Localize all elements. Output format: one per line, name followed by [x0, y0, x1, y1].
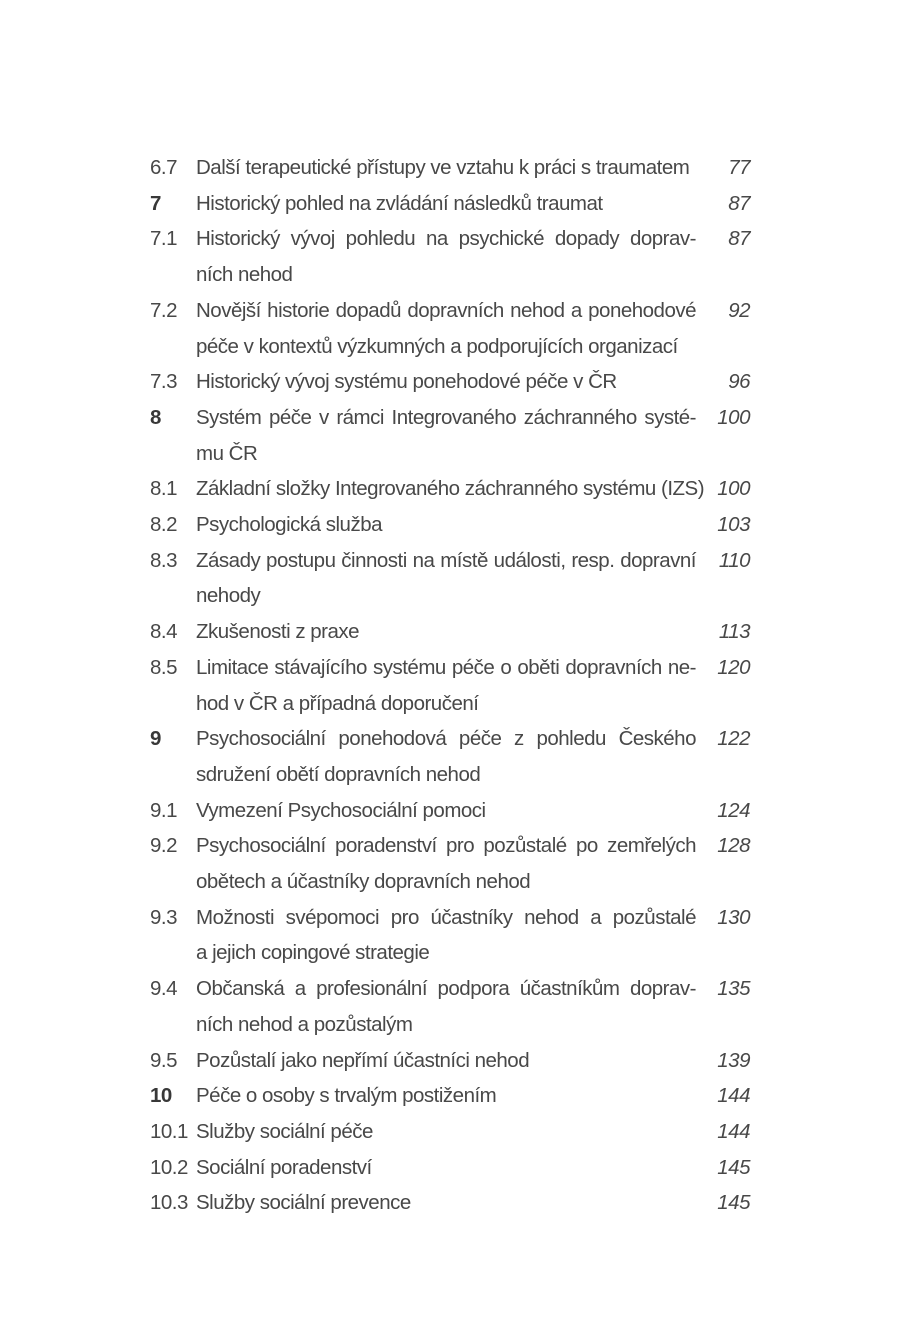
toc-entry: [150, 400, 750, 471]
entry-title: [196, 900, 696, 971]
entry-page-number: 124: [717, 798, 750, 822]
toc-entry: [150, 364, 750, 400]
toc-entry: [150, 614, 750, 650]
entry-title-line: Základní složky Integrovaného záchranného systému (IZS): [196, 477, 705, 501]
entry-title: [196, 400, 696, 471]
entry-page-number: 92: [728, 298, 750, 322]
entry-number: 8.5: [150, 655, 177, 679]
entry-page-number: 87: [728, 227, 750, 251]
entry-title-line: Služby sociální prevence: [196, 1191, 411, 1215]
entry-title: [196, 293, 696, 364]
entry-number: 10.1: [150, 1119, 188, 1143]
entry-number: 9.3: [150, 905, 177, 929]
entry-page-number: 120: [717, 655, 750, 679]
entry-page-number: 145: [717, 1191, 750, 1215]
entry-title-line: Zásady postupu činnosti na místě události, resp. dopravní: [196, 548, 696, 572]
entry-title: [196, 1114, 696, 1150]
entry-number: 10: [150, 1084, 172, 1108]
entry-page-number: 103: [717, 513, 750, 537]
toc-entry: [150, 150, 750, 186]
entry-title: [196, 1078, 696, 1114]
entry-number: 9: [150, 727, 161, 751]
entry-title: [196, 543, 696, 614]
entry-number: 7.2: [150, 298, 177, 322]
entry-number: 10.2: [150, 1155, 188, 1179]
entry-title-line: ních nehod: [196, 263, 293, 287]
entry-page-number: 144: [717, 1084, 750, 1108]
entry-page-number: 128: [717, 834, 750, 858]
entry-number: 7.3: [150, 370, 177, 394]
entry-title: [196, 364, 696, 400]
entry-page-number: 139: [717, 1048, 750, 1072]
entry-page-number: 100: [717, 477, 750, 501]
entry-title: [196, 971, 696, 1042]
toc-entry: [150, 1078, 750, 1114]
entry-page-number: 110: [718, 548, 750, 572]
toc-entry: [150, 1150, 750, 1186]
entry-number: 7: [150, 191, 161, 215]
entry-page-number: 77: [728, 156, 750, 179]
toc-entry: [150, 471, 750, 507]
entry-number: 8.1: [150, 477, 177, 501]
entry-title: [196, 614, 696, 650]
entry-title-line: Další terapeutické přístupy ve vztahu k práci s traumatem: [196, 156, 690, 179]
toc-entry: [150, 793, 750, 829]
entry-title: [196, 507, 696, 543]
toc-entry: [150, 186, 750, 222]
entry-title-line: Historický vývoj pohledu na psychické dopady doprav-: [196, 227, 696, 251]
toc-entry: [150, 650, 750, 721]
entry-title: [196, 828, 696, 899]
entry-title-line: Sociální poradenství: [196, 1155, 372, 1179]
entry-title: [196, 150, 696, 186]
toc-entry: [150, 293, 750, 364]
entry-title: [196, 1043, 696, 1079]
entry-title: [196, 650, 696, 721]
toc-entry: [150, 1185, 750, 1221]
entry-number: 8.2: [150, 513, 177, 537]
entry-title-line: Psychosociální poradenství pro pozůstalé po zemřelých: [196, 834, 696, 858]
entry-title-line: péče v kontextů výzkumných a podporujících organizací: [196, 334, 678, 358]
entry-page-number: 96: [728, 370, 750, 394]
entry-page-number: 113: [718, 620, 750, 644]
toc-entry: [150, 507, 750, 543]
entry-number: 8.4: [150, 620, 177, 644]
toc-entry: [150, 900, 750, 971]
entry-number: 9.5: [150, 1048, 177, 1072]
entry-title: [196, 186, 696, 222]
entry-number: 7.1: [150, 227, 177, 251]
entry-title-line: Psychosociální ponehodová péče z pohledu Českého: [196, 727, 696, 751]
entry-title-line: Novější historie dopadů dopravních nehod a ponehodové: [196, 298, 696, 322]
entry-title-line: Vymezení Psychosociální pomoci: [196, 798, 486, 822]
entry-page-number: 87: [728, 191, 750, 215]
toc-entry: [150, 1114, 750, 1150]
entry-title: [196, 221, 696, 292]
entry-title-line: obětech a účastníky dopravních nehod: [196, 870, 531, 894]
entry-title: [196, 1150, 696, 1186]
entry-number: 9.2: [150, 834, 177, 858]
toc-entry: [150, 828, 750, 899]
entry-title-line: Psychologická služba: [196, 513, 382, 537]
entry-title: [196, 471, 705, 507]
entry-number: 10.3: [150, 1191, 188, 1215]
entry-number: 8.3: [150, 548, 177, 572]
entry-title-line: ních nehod a pozůstalým: [196, 1012, 413, 1036]
entry-title-line: Zkušenosti z praxe: [196, 620, 360, 644]
entry-title-line: hod v ČR a případná doporučení: [196, 691, 479, 715]
entry-page-number: 135: [717, 977, 750, 1001]
entry-number: 6.7: [150, 156, 177, 179]
entry-title-line: Limitace stávajícího systému péče o oběti dopravních ne-: [196, 655, 696, 679]
entry-title: [196, 793, 696, 829]
toc-entry: [150, 543, 750, 614]
entry-title-line: Péče o osoby s trvalým postižením: [196, 1084, 497, 1108]
entry-number: 8: [150, 405, 161, 429]
entry-page-number: 100: [717, 405, 750, 429]
entry-number: 9.1: [150, 798, 177, 822]
toc-entry: [150, 971, 750, 1042]
toc-entry: [150, 221, 750, 292]
entry-title-line: a jejich copingové strategie: [196, 941, 430, 965]
entry-title-line: Pozůstalí jako nepřímí účastníci nehod: [196, 1048, 530, 1072]
entry-title-line: sdružení obětí dopravních nehod: [196, 762, 481, 786]
toc-entry: [150, 1043, 750, 1079]
entry-title-line: Historický vývoj systému ponehodové péče v ČR: [196, 370, 617, 394]
entry-title: [196, 721, 696, 792]
entry-title: [196, 1185, 696, 1221]
entry-page-number: 144: [717, 1119, 750, 1143]
entry-title-line: nehody: [196, 584, 261, 608]
entry-title-line: Občanská a profesionální podpora účastníkům doprav-: [196, 977, 696, 1001]
entry-page-number: 145: [717, 1155, 750, 1179]
entry-title-line: Možnosti svépomoci pro účastníky nehod a pozůstalé: [196, 905, 696, 929]
entry-title-line: Systém péče v rámci Integrovaného záchranného systé-: [196, 405, 696, 429]
entry-number: 9.4: [150, 977, 177, 1001]
entry-title-line: mu ČR: [196, 441, 258, 465]
entry-page-number: 130: [717, 905, 750, 929]
entry-title-line: Služby sociální péče: [196, 1119, 373, 1143]
toc-entry: [150, 721, 750, 792]
entry-title-line: Historický pohled na zvládání následků traumat: [196, 191, 603, 215]
entry-page-number: 122: [717, 727, 750, 751]
